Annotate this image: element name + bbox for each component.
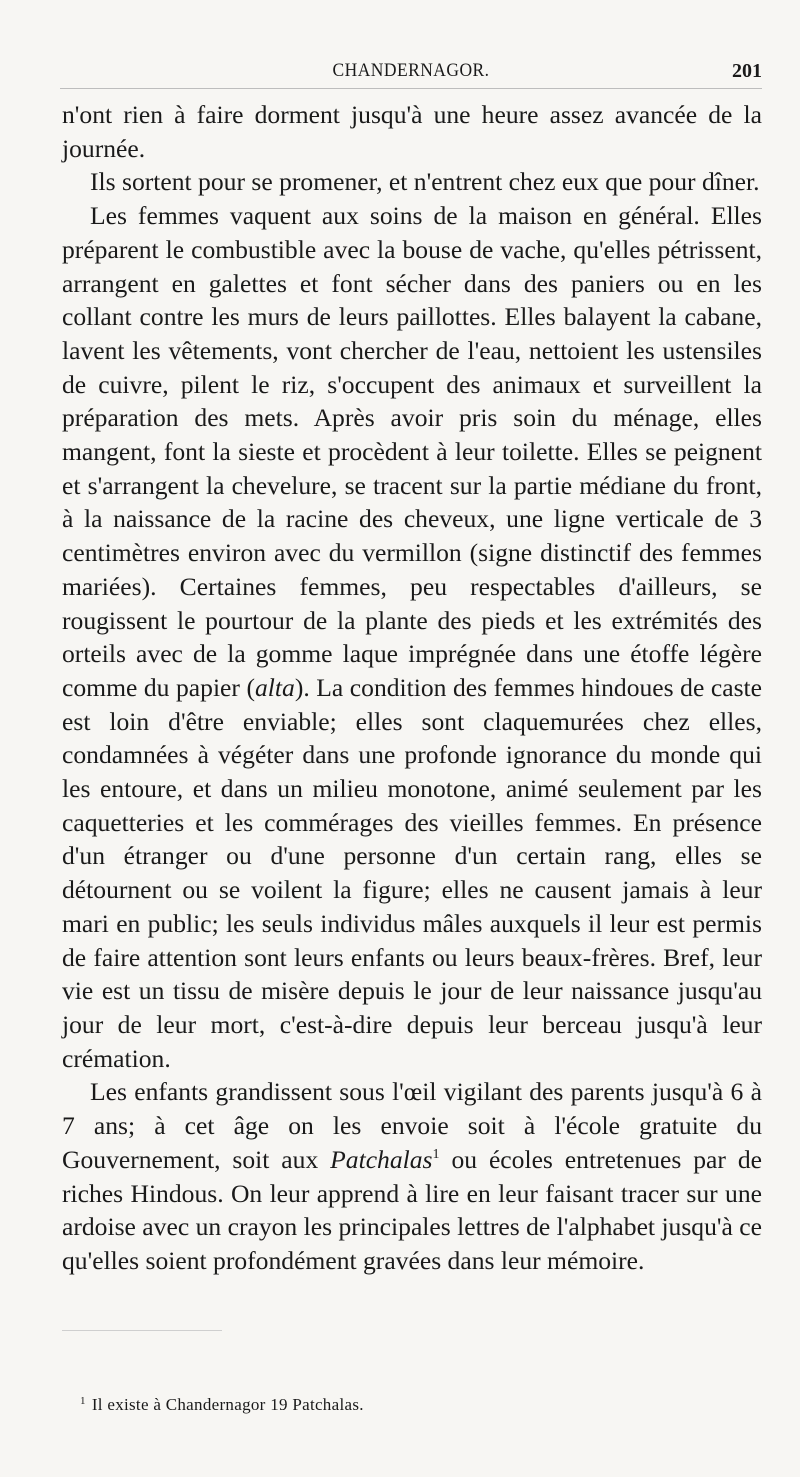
footnote-text: Il existe à Chandernagor 19 Patchalas.	[91, 1395, 364, 1414]
footnote-divider	[62, 1330, 222, 1331]
footnote-reference[interactable]: 1	[432, 1146, 440, 1162]
paragraph-4	[62, 1075, 762, 1277]
paragraph-4-text-a: Les enfants grandissent sous l'œil vigilant des parents jusqu'à 6 à 7 ans; à cet âge on les envoie soit à l'école gratuite du Gouvernement, soit aux	[62, 1077, 762, 1174]
paragraph-4-text-b: ou écoles entretenues par de riches Hindous. On leur apprend à lire en leur faisant tracer sur une ardoise avec un crayon les principales lettres de l'alphabet jusqu'à ce qu'elles soient profondément gravées dans leur mémoire.	[62, 1144, 762, 1275]
running-header	[60, 60, 762, 89]
paragraph-2: Ils sortent pour se promener, et n'entrent chez eux que pour dîner.	[90, 167, 760, 197]
footnote-marker: 1	[80, 1395, 86, 1407]
term-patchalas: Patchalas	[330, 1144, 433, 1174]
footnote	[80, 1395, 364, 1415]
running-title: CHANDERNAGOR.	[332, 60, 490, 81]
body-text	[62, 98, 762, 1278]
paragraph-3	[62, 199, 762, 1075]
paragraph-3-text-a: Les femmes vaquent aux soins de la maison en général. Elles préparent le combustible avec la bouse de vache, qu'elles pétrissent, arrangent en galettes et font sécher dans des paniers ou en les collant contre les murs de leurs paillottes. Elles balayent la cabane, lavent les vêtements, vont chercher de l'eau, nettoient les ustensiles de cuivre, pilent le riz, s'occupent des animaux et surveillent la préparation des mets. Après avoir pris soin du ménage, elles mangent, font la sieste et procèdent à leur toilette. Elles se peignent et s'arrangent la chevelure, se tracent sur la partie médiane du front, à la naissance de la racine des cheveux, une ligne verticale de 3 centimètres environ avec du vermillon (signe distinctif des femmes mariées). Certaines femmes, peu respectables d'ailleurs, se rougissent le pourtour de la plante des pieds et les extrémités des orteils avec de la gomme laque imprégnée dans une étoffe légère comme du papier (	[62, 201, 762, 702]
paragraph-1: n'ont rien à faire dorment jusqu'à une heure assez avancée de la journée.	[62, 100, 762, 163]
term-alta: alta	[255, 672, 295, 702]
paragraph-3-text-b: ). La condition des femmes hindoues de caste est loin d'être enviable; elles sont claquemurées chez elles, condamnées à végéter dans une profonde ignorance du monde qui les entoure, et dans un milieu monotone, animé seulement par les caquetteries et les commérages des vieilles femmes. En présence d'un étranger ou d'une personne d'un certain rang, elles se détournent ou se voilent la figure; elles ne causent jamais à leur mari en public; les seuls individus mâles auxquels il leur est permis de faire attention sont leurs enfants ou leurs beaux-frères. Bref, leur vie est un tissu de misère depuis le jour de leur naissance jusqu'au jour de leur mort, c'est-à-dire depuis leur berceau jusqu'à leur crémation.	[62, 672, 762, 1073]
page-number: 201	[732, 60, 762, 82]
